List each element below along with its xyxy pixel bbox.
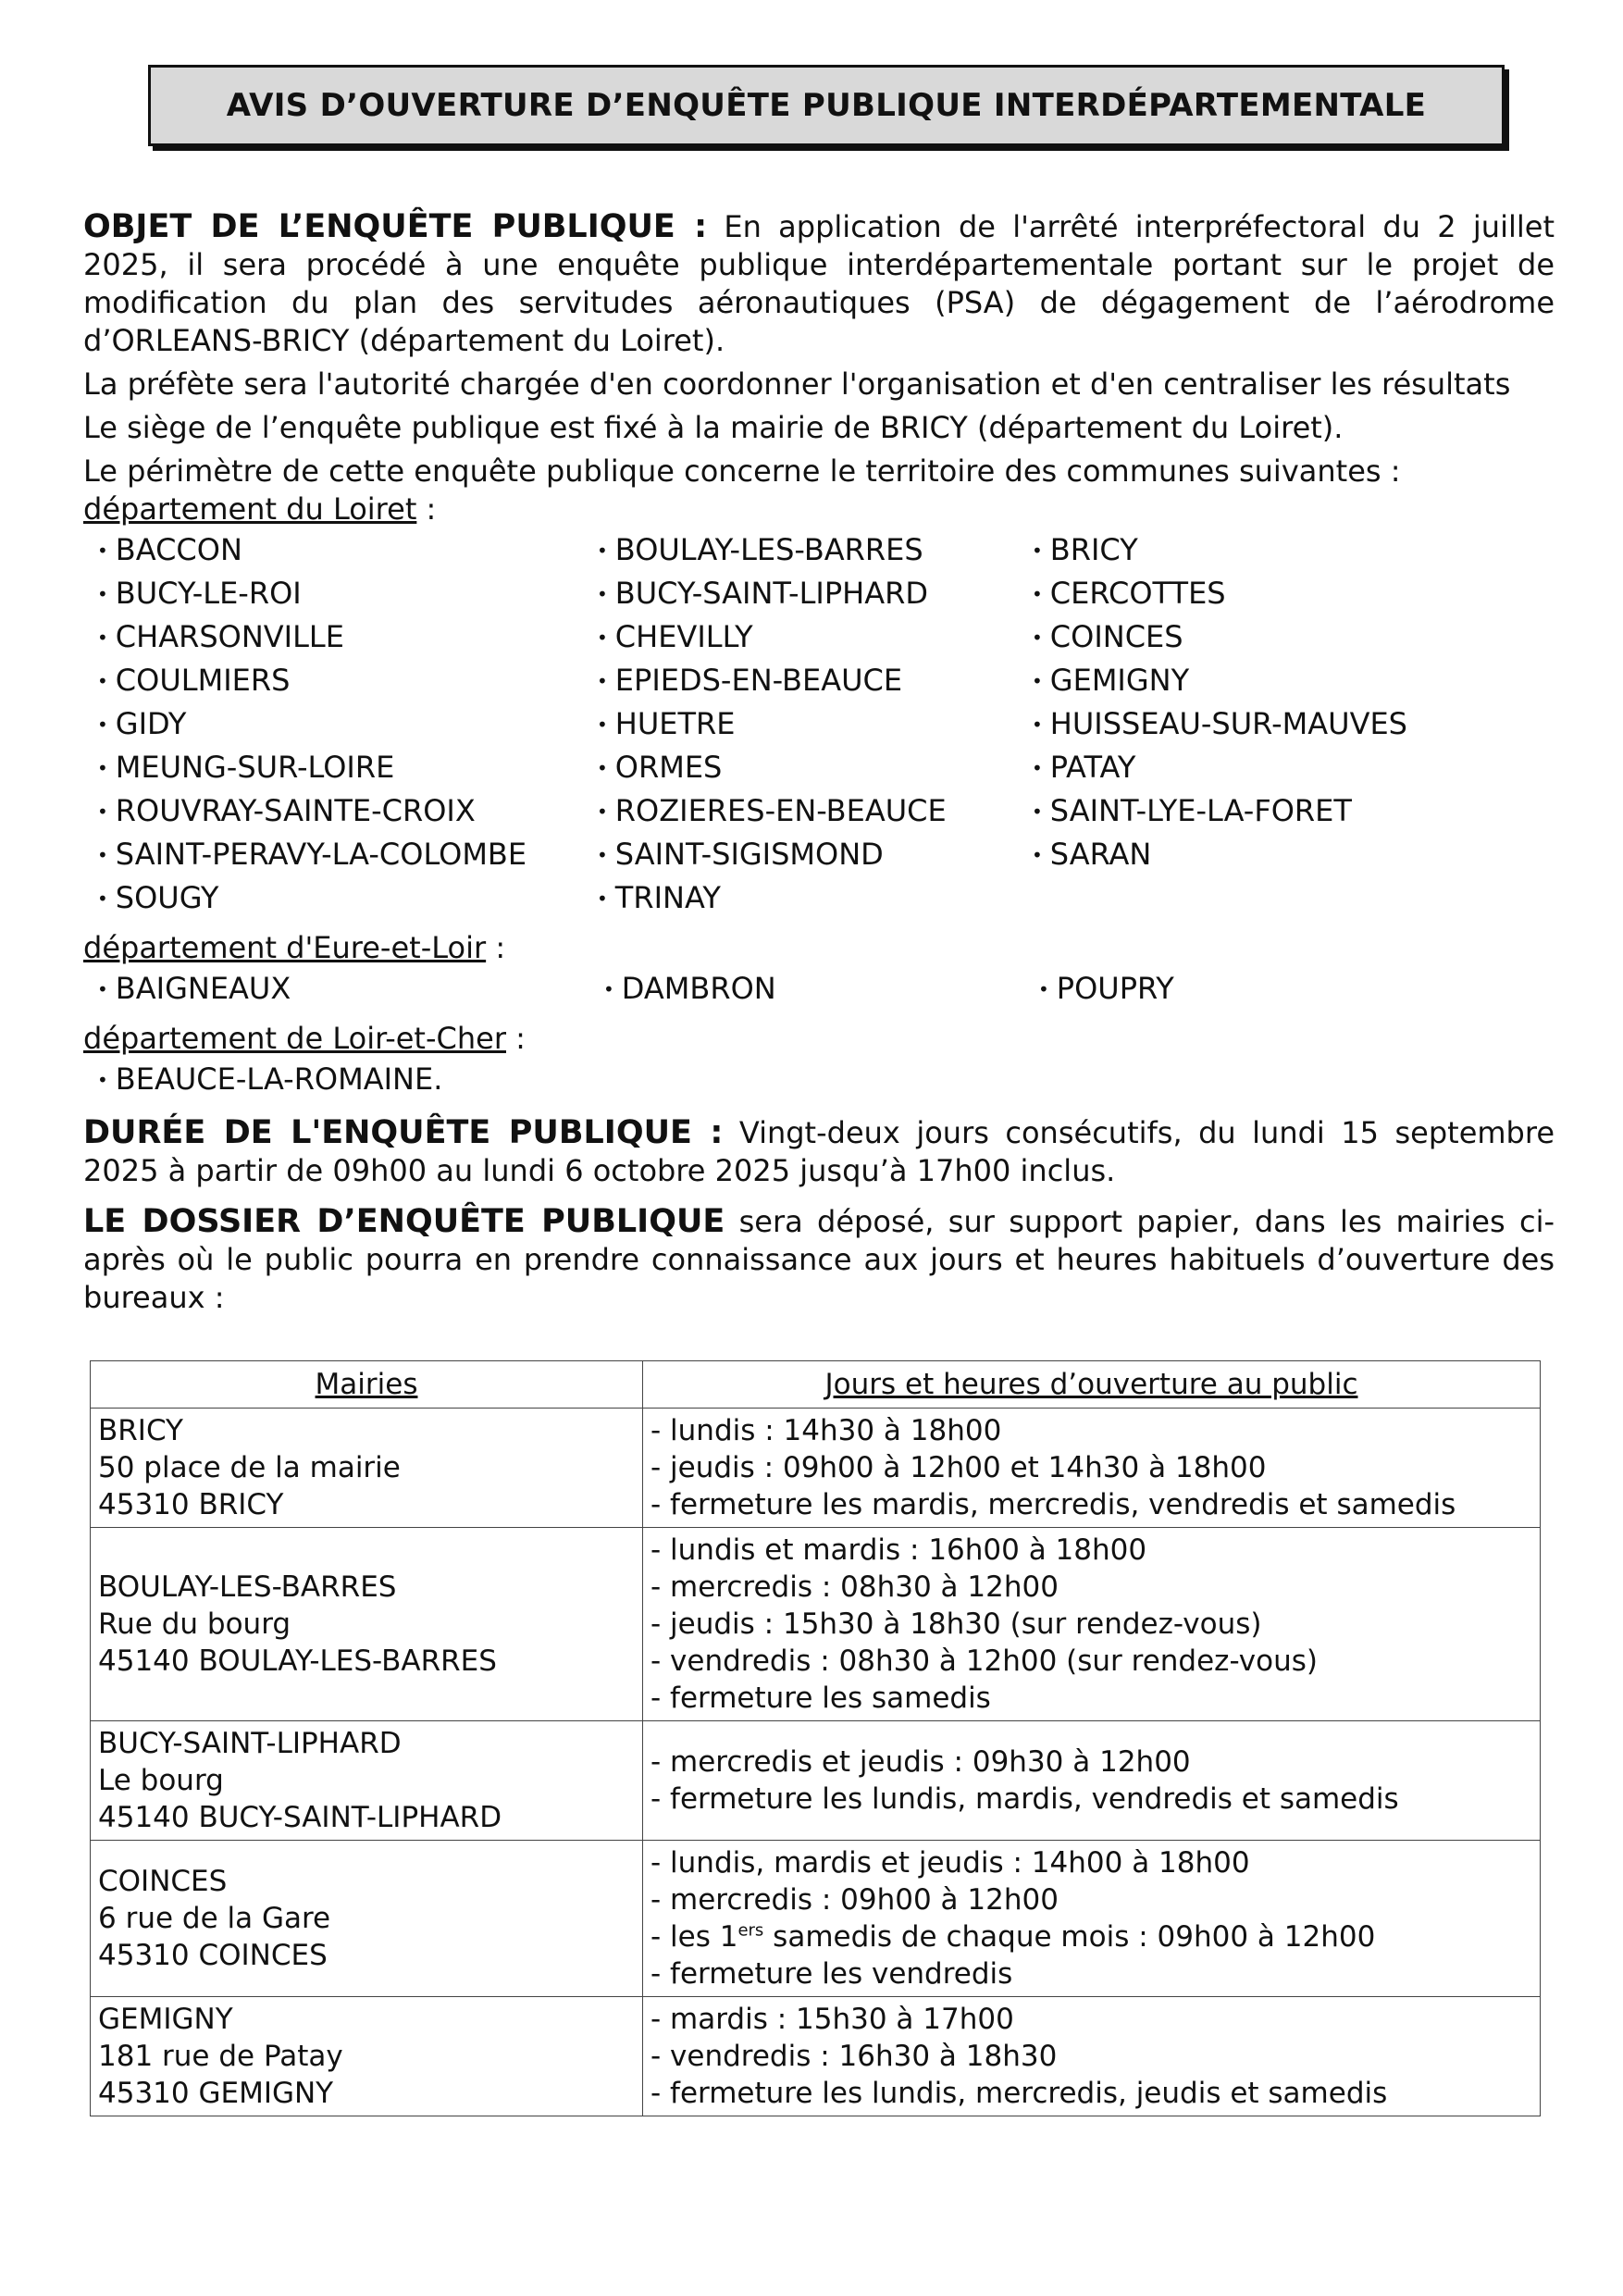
commune-item: • SAINT-PERAVY-LA-COLOMBE (97, 833, 527, 880)
commune-row (83, 572, 1555, 615)
hours-text: - mercredis : 09h00 à 12h00 (650, 1883, 1059, 1917)
hours-line (650, 1955, 1532, 1992)
hours-cell (643, 1721, 1541, 1841)
objet-text: En application de l'arrêté interpréfectoral du 2 juillet 2025, il sera procédé à une enquête publique interdépartementale portant sur le projet de modification du plan des servitudes aéronautiques (PSA) de dégagement de l’aérodrome d’ORLEANS-BRICY (département du Loiret). (83, 209, 1555, 358)
hours-text: - mardis : 15h30 à 17h00 (650, 2003, 1014, 2036)
commune-item: • CERCOTTES (1032, 572, 1226, 619)
dept-suffix: : (486, 930, 506, 965)
hours-text: - jeudis : 09h00 à 12h00 et 14h30 à 18h00 (650, 1451, 1267, 1484)
hours-line (650, 1412, 1532, 1449)
mairie-line: 181 rue de Patay (98, 2040, 343, 2073)
hours-line (650, 1680, 1532, 1717)
mairie-line: 45310 GEMIGNY (98, 2077, 334, 2110)
commune-item: • SAINT-SIGISMOND (597, 833, 884, 880)
commune-item: • GIDY (97, 702, 186, 750)
mairie-cell (91, 1721, 643, 1841)
mairie-line: COINCES (98, 1865, 228, 1898)
dept-label: département de Loir-et-Cher (83, 1021, 506, 1056)
objet-p3: Le siège de l’enquête publique est fixé à la mairie de BRICY (département du Loiret). (83, 410, 1344, 445)
dossier-heading: LE DOSSIER D’ENQUÊTE PUBLIQUE (83, 1203, 725, 1240)
mairie-cell (91, 1409, 643, 1528)
commune-row (83, 659, 1555, 702)
commune-item: • GEMIGNY (1032, 659, 1189, 706)
table-row (91, 1721, 1541, 1841)
hours-line (650, 1844, 1532, 1881)
dept-suffix: : (505, 1021, 526, 1056)
commune-item: • CHARSONVILLE (97, 615, 344, 663)
commune-row (83, 615, 1555, 659)
notice-body (83, 208, 1555, 1317)
mairie-line: BRICY (98, 1414, 183, 1447)
commune-item: • ROUVRAY-SAINTE-CROIX (97, 789, 476, 837)
hours-text: - fermeture les vendredis (650, 1957, 1013, 1991)
hours-text-continued: samedis de chaque mois : 09h00 à 12h00 (763, 1920, 1376, 1954)
hours-line (650, 2038, 1532, 2075)
hours-text: - lundis et mardis : 16h00 à 18h00 (650, 1533, 1147, 1567)
mairies-table (90, 1360, 1541, 2116)
mairie-cell (91, 1997, 643, 2116)
hours-line (650, 1918, 1532, 1955)
commune-item: • ORMES (597, 746, 722, 793)
objet-p2: La préfète sera l'autorité chargée d'en coordonner l'organisation et d'en centraliser les résultats (83, 366, 1511, 402)
table-header-hours: Jours et heures d’ouverture au public (643, 1361, 1541, 1409)
commune-row (83, 746, 1555, 789)
commune-row (83, 876, 1555, 920)
hours-cell (643, 1409, 1541, 1528)
mairie-line: Le bourg (98, 1764, 224, 1797)
hours-line (650, 1532, 1532, 1569)
commune-item: • COINCES (1032, 615, 1183, 663)
commune-item: • EPIEDS-EN-BEAUCE (597, 659, 902, 706)
commune-item: • SARAN (1032, 833, 1151, 880)
commune-item: • PATAY (1032, 746, 1135, 793)
commune-item: • BACCON (97, 528, 242, 576)
commune-item: • COULMIERS (97, 659, 290, 706)
mairie-line: GEMIGNY (98, 2003, 233, 2036)
hours-text: - mercredis et jeudis : 09h30 à 12h00 (650, 1745, 1191, 1779)
duree-text: Vingt-deux jours consécutifs, du lundi 15 septembre 2025 à partir de 09h00 au lundi 6 octobre 2025 jusqu’à 17h00 inclus. (83, 1115, 1555, 1188)
hours-text: - jeudis : 15h30 à 18h30 (sur rendez-vous) (650, 1607, 1262, 1641)
mairie-cell (91, 1528, 643, 1721)
objet-p4: Le périmètre de cette enquête publique concerne le territoire des communes suivantes : (83, 453, 1401, 489)
mairie-line: BOULAY-LES-BARRES (98, 1570, 397, 1604)
mairie-cell (91, 1841, 643, 1997)
hours-text: - mercredis : 08h30 à 12h00 (650, 1570, 1059, 1604)
table-header-mairies: Mairies (91, 1361, 643, 1409)
hours-cell (643, 1528, 1541, 1721)
ordinal-superscript: ers (737, 1920, 764, 1941)
commune-item: • HUETRE (597, 702, 736, 750)
mairie-line: 50 place de la mairie (98, 1451, 401, 1484)
dept-eure-et-loir (83, 929, 1555, 1011)
commune-item: • BUCY-LE-ROI (97, 572, 302, 619)
commune-item: • BEAUCE-LA-ROMAINE. (97, 1058, 442, 1105)
hours-line (650, 1744, 1532, 1781)
commune-row (83, 528, 1555, 572)
mairie-line: Rue du bourg (98, 1607, 291, 1641)
commune-item: • HUISSEAU-SUR-MAUVES (1032, 702, 1407, 750)
hours-line (650, 1781, 1532, 1818)
table-row (91, 1997, 1541, 2116)
commune-row (83, 833, 1555, 876)
hours-line (650, 1881, 1532, 1918)
commune-item: • POUPRY (1038, 967, 1174, 1014)
hours-line (650, 2001, 1532, 2038)
hours-cell (643, 1841, 1541, 1997)
hours-text: - vendredis : 16h30 à 18h30 (650, 2040, 1058, 2073)
commune-item: • SOUGY (97, 876, 218, 924)
duree-heading: DURÉE DE L'ENQUÊTE PUBLIQUE : (83, 1114, 724, 1151)
hours-text: - fermeture les samedis (650, 1682, 991, 1715)
mairie-line: BUCY-SAINT-LIPHARD (98, 1727, 402, 1760)
commune-item: • TRINAY (597, 876, 721, 924)
commune-row (83, 702, 1555, 746)
hours-cell (643, 1997, 1541, 2116)
hours-text: - lundis, mardis et jeudis : 14h00 à 18h00 (650, 1846, 1250, 1880)
hours-line (650, 1449, 1532, 1486)
commune-item: • BAIGNEAUX (97, 967, 291, 1014)
dept-loiret (83, 490, 1555, 920)
commune-item: • BOULAY-LES-BARRES (597, 528, 923, 576)
commune-item: • CHEVILLY (597, 615, 753, 663)
objet-heading: OBJET DE L’ENQUÊTE PUBLIQUE : (83, 208, 708, 245)
hours-line (650, 1486, 1532, 1523)
table-row (91, 1528, 1541, 1721)
commune-item: • MEUNG-SUR-LOIRE (97, 746, 394, 793)
hours-line (650, 2075, 1532, 2112)
table-row (91, 1409, 1541, 1528)
dept-suffix: : (416, 491, 437, 527)
mairie-line: 45140 BOULAY-LES-BARRES (98, 1644, 497, 1678)
commune-item: • BRICY (1032, 528, 1138, 576)
hours-line (650, 1643, 1532, 1680)
commune-item: • DAMBRON (603, 967, 776, 1014)
dept-label: département du Loiret (83, 491, 417, 527)
objet-paragraph (83, 208, 1555, 360)
commune-item: • BUCY-SAINT-LIPHARD (597, 572, 928, 619)
hours-text: - fermeture les mardis, mercredis, vendredis et samedis (650, 1488, 1456, 1521)
hours-text: - lundis : 14h30 à 18h00 (650, 1414, 1002, 1447)
mairie-line: 6 rue de la Gare (98, 1902, 331, 1935)
table-row (91, 1841, 1541, 1997)
hours-line (650, 1606, 1532, 1643)
hours-text: - fermeture les lundis, mercredis, jeudis et samedis (650, 2077, 1388, 2110)
mairie-line: 45140 BUCY-SAINT-LIPHARD (98, 1801, 502, 1834)
hours-text: - les 1 (650, 1920, 738, 1954)
notice-title: AVIS D’OUVERTURE D’ENQUÊTE PUBLIQUE INTERDÉPARTEMENTALE (148, 65, 1505, 146)
hours-text: - fermeture les lundis, mardis, vendredis et samedis (650, 1782, 1399, 1816)
mairie-line: 45310 BRICY (98, 1488, 284, 1521)
dossier-paragraph (83, 1203, 1555, 1317)
hours-text: - vendredis : 08h30 à 12h00 (sur rendez-vous) (650, 1644, 1319, 1678)
commune-item: • SAINT-LYE-LA-FORET (1032, 789, 1352, 837)
commune-row (83, 789, 1555, 833)
dept-label: département d'Eure-et-Loir (83, 930, 487, 965)
duree-paragraph (83, 1114, 1555, 1190)
commune-item: • ROZIERES-EN-BEAUCE (597, 789, 947, 837)
dossier-text: sera déposé, sur support papier, dans les mairies ci-après où le public pourra en prendre connaissance aux jours et heures habituels d’ouverture des bureaux : (83, 1204, 1555, 1315)
dept-loir-et-cher (83, 1020, 1555, 1101)
mairie-line: 45310 COINCES (98, 1939, 328, 1972)
hours-line (650, 1569, 1532, 1606)
